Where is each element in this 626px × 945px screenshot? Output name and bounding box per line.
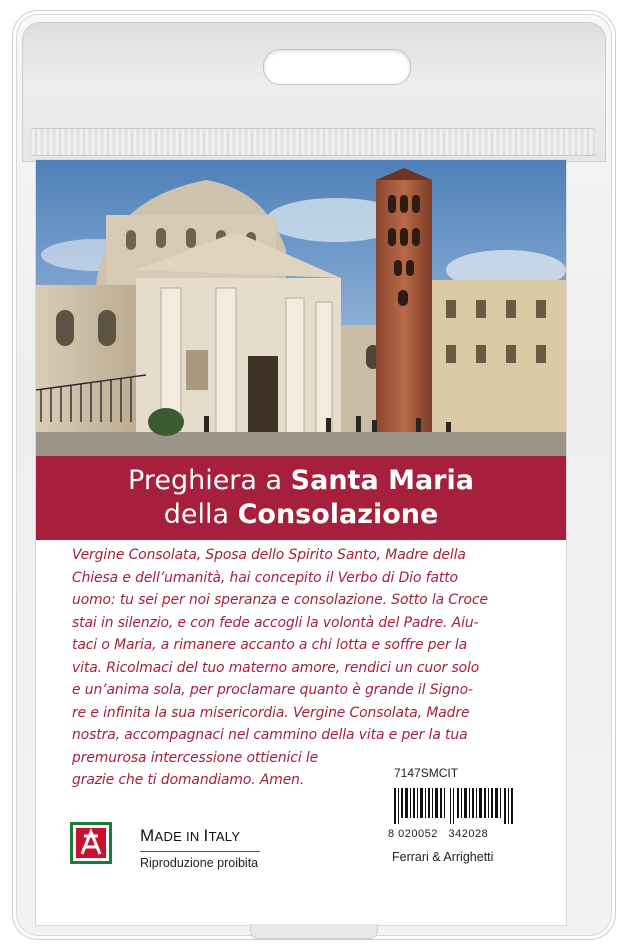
made-in-italy-label [140, 826, 240, 846]
title-line-2 [36, 498, 566, 532]
church-photo [36, 160, 566, 456]
made-i: I [203, 826, 209, 845]
title-line2-prefix: della [163, 499, 238, 530]
fa-logo-icon [70, 822, 112, 864]
barcode-number: 8 020052 342028 [388, 828, 489, 840]
prayer-line: re e infinita la sua misericordia. Vergine Consolata, Madre [72, 704, 470, 721]
prayer-line: vita. Ricolmaci del tuo materno amore, rendici un cuor solo [72, 659, 480, 676]
made-rest2: TALY [208, 829, 241, 844]
made-m: M [140, 826, 155, 845]
prayer-line: uomo: tu sei per noi speranza e consolazione. Sotto la Croce [72, 592, 488, 608]
prayer-line: taci o Maria, a rimanere accanto a chi lotta e soffre per la [72, 637, 468, 653]
prayer-line: Vergine Consolata, Sposa dello Spirito Santo, Madre della [72, 547, 466, 563]
blister-rib [30, 128, 596, 156]
blister-bottom-tab [250, 924, 378, 939]
barcode-icon [394, 788, 514, 824]
prayer-line: nostra, accompagnaci nel cammino della vita e per la tua [72, 727, 468, 743]
title-consolazione: Consolazione [237, 499, 439, 530]
made-divider [140, 851, 260, 852]
prayer-line: e un’anima sola, per proclamare quanto è grande il Signo- [72, 682, 473, 698]
reproduction-notice: Riproduzione proibita [140, 856, 259, 870]
title-saint-name: Santa Maria [290, 465, 474, 496]
made-rest1: ADE IN [154, 829, 204, 844]
prayer-text [72, 544, 536, 792]
hang-hole [263, 49, 411, 85]
prayer-line: premurosa intercessione ottienici le [72, 749, 319, 766]
prayer-line: stai in silenzio, e con fede accogli la volontà del Padre. Aiu- [72, 614, 479, 631]
title-prefix: Preghiera a [128, 465, 291, 496]
product-code: 7147SMCIT [394, 766, 459, 780]
brand-name: Ferrari & Arrighetti [392, 850, 494, 864]
prayer-line: Chiesa e dell’umanità, hai concepito il Verbo di Dio fatto [72, 569, 458, 586]
product-card [36, 160, 566, 925]
title-line-1 [36, 464, 566, 498]
prayer-line: grazie che ti domandiamo. Amen. [72, 772, 305, 788]
title-banner [36, 456, 566, 540]
